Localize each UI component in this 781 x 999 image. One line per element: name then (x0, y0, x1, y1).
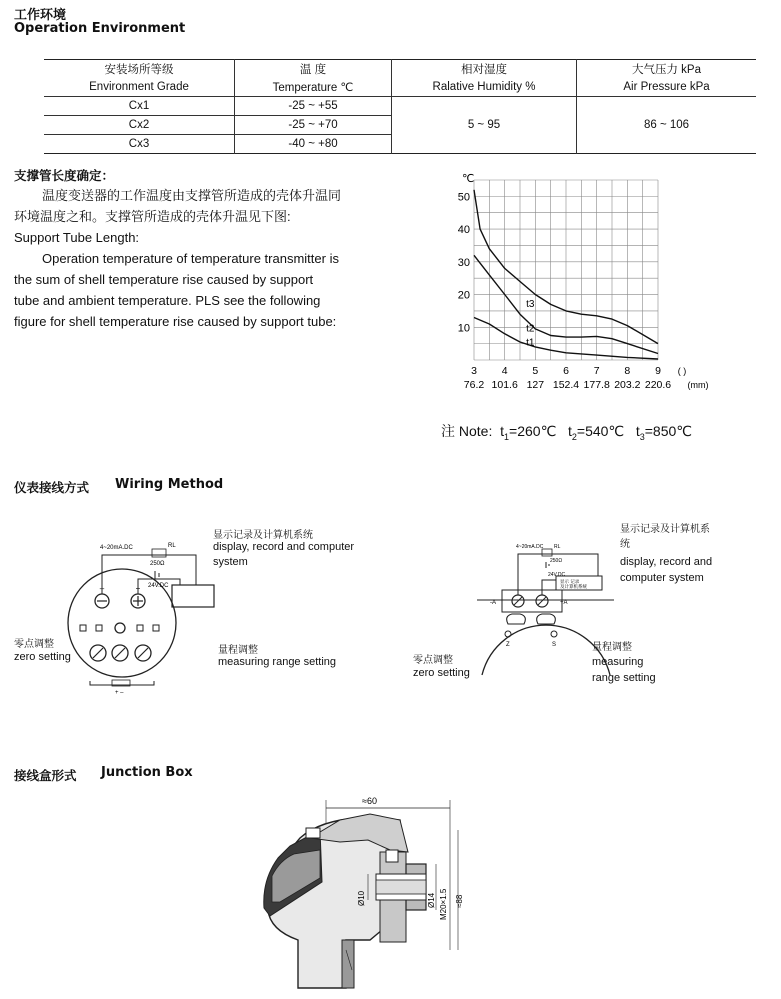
x-tick-label-mm: 76.2 (463, 379, 485, 391)
dim-d14: Ø14 (427, 892, 436, 908)
header-humidity-en: Ralative Humidity % (392, 78, 577, 97)
header-grade-en: Environment Grade (89, 81, 189, 93)
note-t1: $t_1=260℃$ (500, 423, 557, 442)
terminal-housing (482, 625, 610, 675)
wiring-title-cn: 仪表接线方式 (14, 480, 90, 495)
header-humidity-cn: 相对湿度 (392, 60, 577, 79)
chart-note (441, 421, 692, 442)
svg-text:+ –: + – (115, 690, 124, 695)
x-tick-label-mm: 220.6 (644, 379, 672, 391)
dim-m20: M20×1.5 (439, 888, 448, 920)
series-label-t2: t2 (526, 323, 535, 335)
note-label: 注 Note: (441, 423, 493, 439)
y-axis-unit: ℃ (462, 173, 475, 185)
zero-label-cn-left: 零点调整 (14, 639, 54, 650)
support-cn-line2: 环境温度之和。支撑管所造成的壳体升温见下图: (14, 209, 291, 224)
svg-text:显示 记录: 显示 记录 (560, 579, 580, 584)
display-label-cn-left: 显示记录及计算机系统 (213, 530, 313, 541)
support-en-line3: tube and ambient temperature. PLS see the following (14, 293, 321, 308)
dim-d10: Ø10 (357, 890, 366, 906)
range-label-cn-left: 量程调整 (218, 645, 258, 656)
range-label-cn-right: 量程调整 (592, 642, 632, 653)
junction-title-cn: 接线盒形式 (14, 768, 77, 783)
support-description (14, 185, 366, 332)
pressure-cell: 86 ~ 106 (577, 97, 757, 154)
temp-cell: -25 ~ +55 (235, 97, 392, 116)
section-title-cn: 工作环境 (14, 8, 67, 23)
humidity-cell: 5 ~ 95 (392, 97, 577, 154)
dc24-label: 24V.DC (148, 583, 169, 589)
wiring-title-en: Wiring Method (115, 477, 224, 492)
svg-text:250Ω: 250Ω (550, 558, 563, 564)
section-title-en: Operation Environment (14, 21, 186, 36)
display-box (172, 585, 214, 607)
grade-cell: Cx1 (44, 97, 235, 116)
dim-width: ≈60 (362, 796, 377, 806)
header-temp-cn: 温 度 (235, 60, 392, 79)
y-tick-label: 40 (457, 224, 470, 237)
temp-cell: -25 ~ +70 (235, 116, 392, 135)
svg-text:及计算机系统: 及计算机系统 (560, 584, 587, 589)
display-label-en-right: display, record and computer system (620, 556, 713, 584)
header-pressure-cn: 大气压力 kPa (577, 60, 757, 79)
y-tick-label: 30 (457, 256, 470, 269)
y-tick-label: 10 (457, 322, 470, 335)
support-en-line1: Operation temperature of temperature transmitter is (42, 251, 339, 266)
x-tick-label-mm: 177.8 (583, 379, 610, 391)
svg-text:-A: -A (490, 600, 496, 606)
table-row (44, 97, 756, 116)
current-label: 4~20mA.DC (100, 545, 133, 551)
x-tick-label: 7 (593, 365, 600, 377)
support-cn-line1: 温度变送器的工作温度由支撑管所造成的壳体升温同 (42, 188, 342, 203)
x-unit-top: ( ) (677, 366, 687, 376)
svg-text:+A: +A (560, 600, 568, 606)
grade-cell: Cx3 (44, 135, 235, 154)
svg-text:S: S (552, 642, 557, 648)
junction-box-drawing (250, 790, 510, 990)
environment-table (44, 59, 756, 154)
display-label-cn-right: 显示记录及计算机系 统 (620, 524, 710, 550)
y-tick-label: 50 (457, 191, 470, 204)
temp-cell: -40 ~ +80 (235, 135, 392, 154)
y-tick-label: 20 (457, 289, 470, 302)
x-unit-bottom: (mm) (687, 380, 709, 390)
support-en-title: Support Tube Length: (14, 230, 140, 245)
x-tick-label: 6 (563, 365, 569, 377)
x-tick-label: 9 (655, 365, 661, 377)
range-label-en-right: measuring range setting (592, 656, 656, 684)
x-tick-label-mm: 152.4 (552, 379, 580, 391)
grade-cell: Cx2 (44, 116, 235, 135)
support-title-cn: 支撑管长度确定： (14, 168, 115, 183)
ohm-label: 250Ω (150, 561, 165, 567)
x-tick-label: 5 (532, 365, 539, 377)
svg-text:24V.DC: 24V.DC (548, 572, 566, 578)
dim-88: ≈88 (455, 894, 464, 908)
series-label-t1: t1 (526, 337, 535, 349)
series-label-t3: t3 (526, 298, 535, 310)
x-tick-label-mm: 203.2 (614, 379, 641, 391)
x-tick-label: 8 (624, 365, 631, 377)
svg-text:RL: RL (554, 544, 561, 550)
svg-text:4~20mA.DC: 4~20mA.DC (516, 544, 544, 550)
temperature-rise-chart (440, 160, 730, 400)
note-t2: $t_2=540℃$ (567, 423, 625, 442)
zero-label-cn-right: 零点调整 (413, 655, 453, 666)
x-tick-label-mm: 101.6 (491, 379, 518, 391)
header-grade-cn: 安装场所等级 (104, 64, 174, 76)
header-temp-en: Temperature ℃ (235, 78, 392, 97)
header-pressure-en: Air Pressure kPa (577, 78, 757, 97)
note-t3: $t_3=850℃$ (635, 423, 692, 442)
x-tick-label-mm: 127 (526, 379, 545, 391)
rl-label: RL (168, 543, 176, 549)
support-en-line4: figure for shell temperature rise caused by support tube: (14, 314, 337, 329)
junction-title-en: Junction Box (101, 765, 193, 780)
zero-label-en-right: zero setting (413, 667, 470, 679)
center-screw (115, 623, 125, 633)
chart-grid (474, 180, 658, 360)
cable-screw (386, 850, 398, 862)
x-tick-label: 3 (471, 365, 477, 377)
support-en-line2: the sum of shell temperature rise caused by support (14, 272, 314, 287)
x-tick-label: 4 (501, 365, 508, 377)
svg-text:–: – (99, 584, 105, 593)
range-label-en-left: measuring range setting (218, 656, 337, 668)
zero-label-en-left: zero setting (14, 651, 71, 663)
svg-text:+: + (135, 584, 141, 593)
display-label-en-left: display, record and computer system (213, 541, 355, 568)
svg-text:Z: Z (506, 642, 510, 648)
